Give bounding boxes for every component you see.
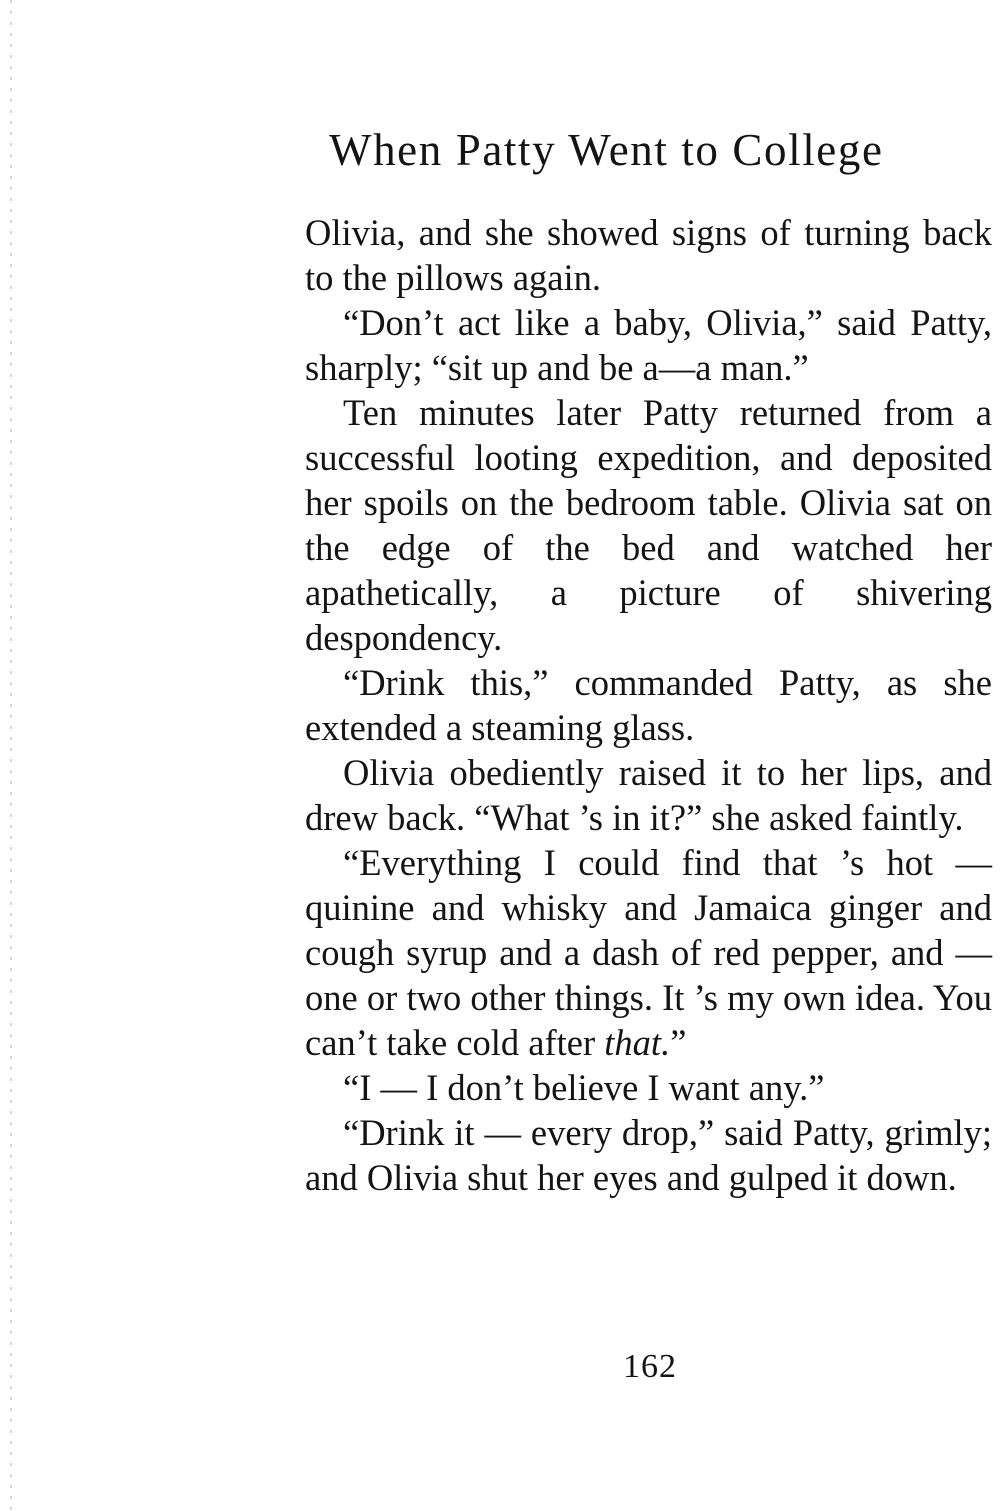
emphasis-that: that. (604, 1022, 671, 1063)
paragraph-2: “Don’t act like a baby, Olivia,” said Patty, sharply; “sit up and be a—a man.” (305, 302, 992, 388)
running-head: When Patty Went to College (329, 125, 884, 175)
paragraph-6-text: “Everything I could find that ’s hot — quinine and whisky and Jamaica ginger and cough syrup and a dash of red pepper, and — one or two other things. It ’s my own idea. You can’t take cold after (305, 842, 992, 1063)
page-gutter-edge (10, 0, 12, 1511)
paragraph-4: “Drink this,” commanded Patty, as she extended a steaming glass. (305, 662, 992, 748)
paragraph-7: “I — I don’t believe I want any.” (343, 1067, 825, 1108)
paragraph-1: Olivia, and she showed signs of turning back to the pillows again. (305, 212, 992, 298)
body-text (305, 210, 992, 1200)
paragraph-6 (305, 840, 992, 1065)
paragraph-8: “Drink it — every drop,” said Patty, grimly; and Olivia shut her eyes and gulped it down. (305, 1112, 992, 1198)
closing-quote: ” (670, 1022, 687, 1063)
page-number: 162 (623, 1348, 677, 1385)
paragraph-3: Ten minutes later Patty returned from a successful looting expedition, and deposited her spoils on the bedroom table. Olivia sat on the edge of the bed and watched her apathetically, a picture of shivering despondency. (305, 392, 992, 658)
paragraph-5: Olivia obediently raised it to her lips, and drew back. “What ’s in it?” she asked faintly. (305, 752, 992, 838)
